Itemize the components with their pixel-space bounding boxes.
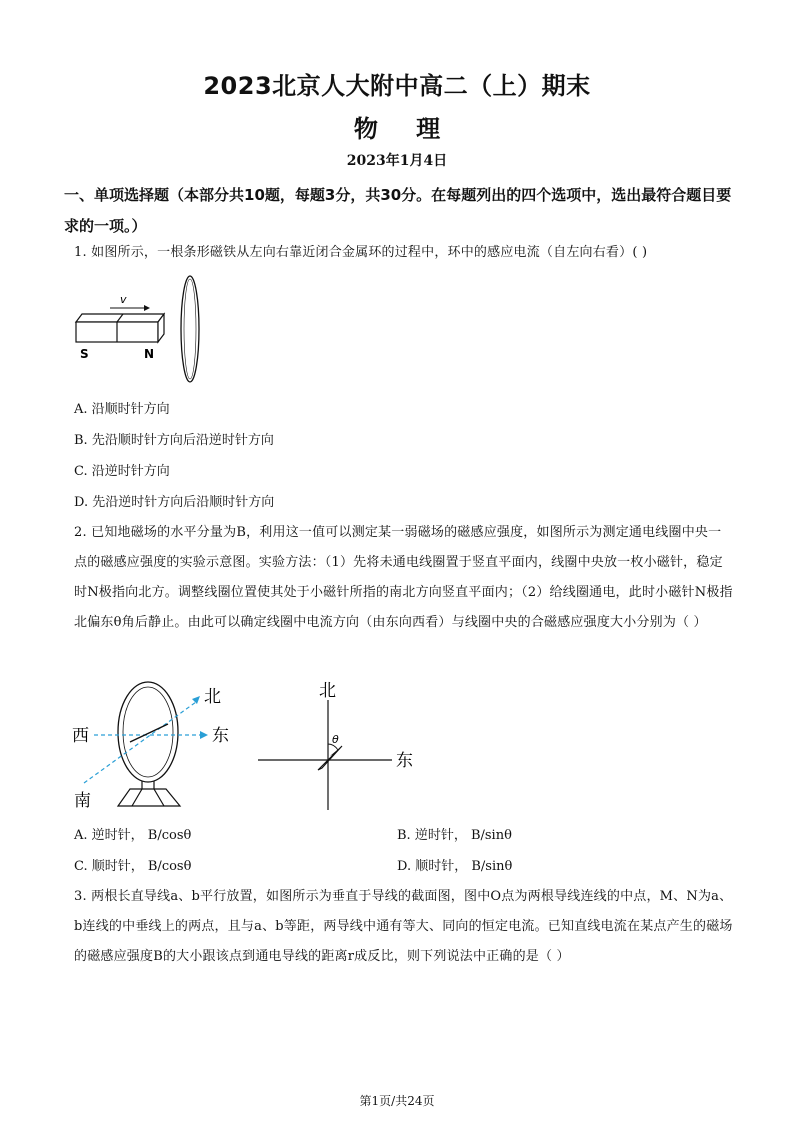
north-label: 北 [204,687,221,707]
east-label: 东 [212,726,229,746]
exam-date: 2023年1月4日 [346,153,448,169]
q2-option-b: B. 逆时针， B/sinθ [397,828,512,843]
q2-coil-figure [70,680,250,815]
q1-option-c: C. 沿逆时针方向 [74,464,170,479]
q2-compass-figure [252,680,432,815]
north-arrowhead [192,696,200,704]
coil-stand [118,781,180,806]
east-arrowhead [200,731,208,739]
velocity-label: v [120,293,127,306]
east-label-2: 东 [396,751,413,771]
n-pole-label: N [144,347,155,361]
north-label-2: 北 [319,681,336,701]
theta-label: θ [332,733,339,746]
q1-magnet-ring-figure [70,272,220,390]
south-label: 南 [74,791,91,811]
page-title: 2023北京人大附中高二（上）期末 [203,72,591,100]
q1-option-a: A. 沿顺时针方向 [74,402,170,417]
q1-option-b: B. 先沿顺时针方向后沿逆时针方向 [74,433,274,448]
q2-option-a: A. 逆时针， B/cosθ [74,828,192,843]
s-pole-label: S [80,347,89,361]
west-label: 西 [72,726,89,746]
section-heading: 一、单项选择题（本部分共10题，每题3分，共30分。在每题列出的四个选项中，选出最符合题目要求的一项。） [64,186,732,235]
coil [118,682,178,782]
bar-magnet [76,314,164,342]
q2-option-c: C. 顺时针， B/cosθ [74,859,192,874]
q1-option-d: D. 先沿逆时针方向后沿顺时针方向 [74,495,275,510]
question-1-stem: 1. 如图所示，一根条形磁铁从左向右靠近闭合金属环的过程中，环中的感应电流（自左向右看）( ) [74,245,648,260]
question-2-stem: 2. 已知地磁场的水平分量为B，利用这一值可以测定某一弱磁场的磁感应强度，如图所示为测定通电线圈中央一点的磁感应强度的实验示意图。实验方法：（1）先将未通电线圈置于竖直平面内，线圈中央放一枚小磁针，稳定时N极指向北方。调整线圈位置使其处于小磁针所指的南北方向竖直平面内；（2）给线圈通电，此时小磁针N极指北偏东θ角后静止。由此可以确定线圈中电流方向（由东向西看）与线圈中央的合磁感应强度大小分别为（ ） [74,525,733,630]
subject-title: 物 理 [353,115,441,143]
q2-option-d: D. 顺时针， B/sinθ [397,859,513,874]
question-3-stem: 3. 两根长直导线a、b平行放置，如图所示为垂直于导线的截面图，图中O点为两根导线连线的中点，M、N为a、b连线的中垂线上的两点，且与a、b等距，两导线中通有等大、同向的恒定电流。已知直线电流在某点产生的磁场的磁感应强度B的大小跟该点到通电导线的距离r成反比，则下列说法中正确的是（ ） [74,889,733,964]
page-footer: 第1页/共24页 [359,1094,435,1108]
